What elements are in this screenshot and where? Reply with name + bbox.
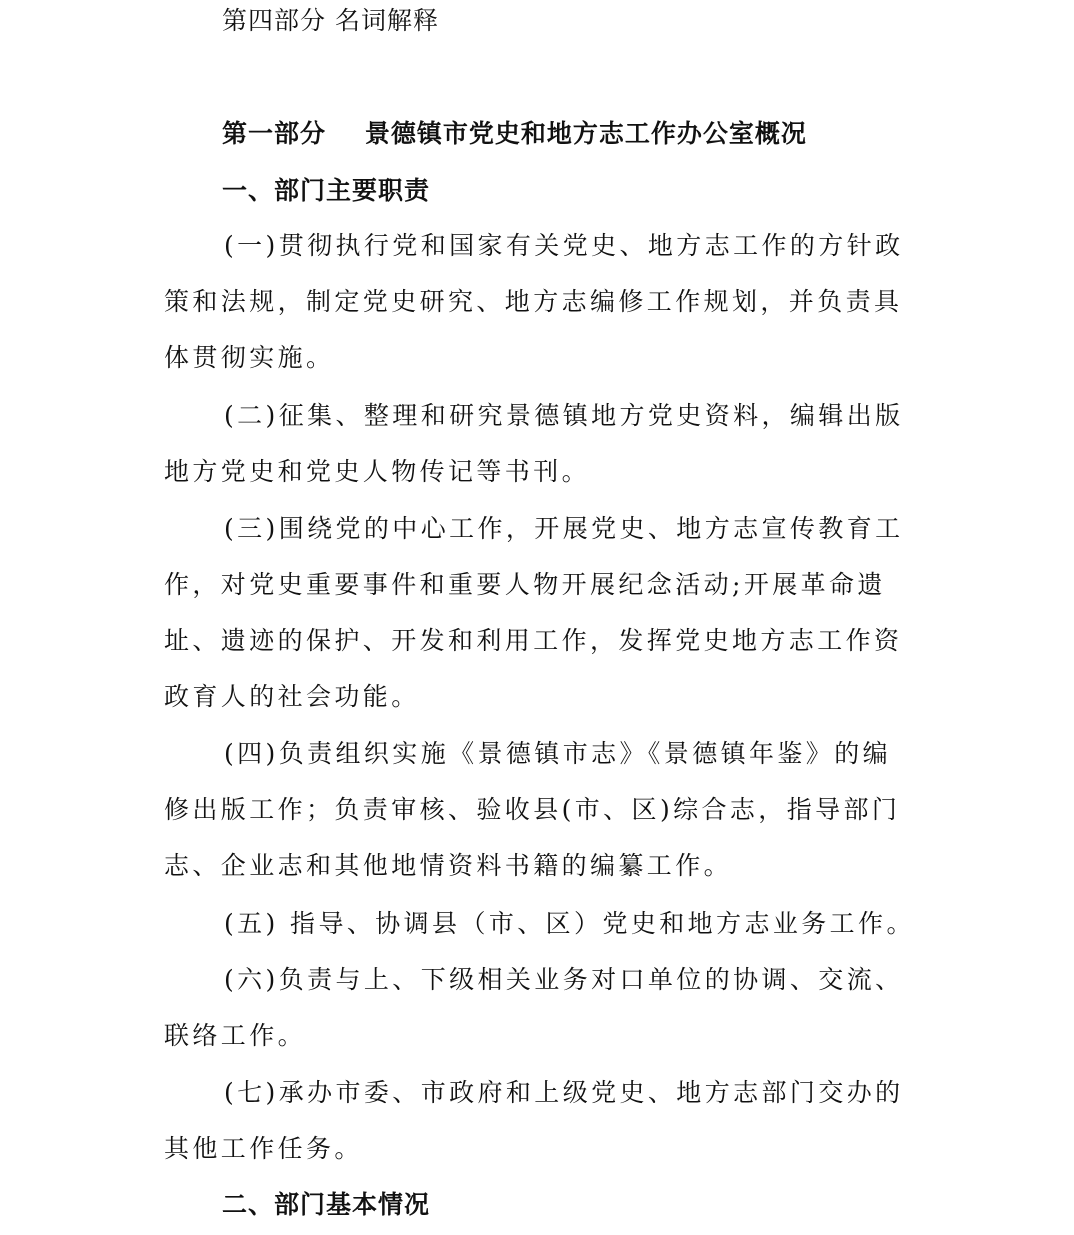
duty-6-line-2: 联络工作。 [164, 1021, 307, 1050]
section1-title: 一、部门主要职责 [222, 176, 431, 205]
duty-1-line-1: (一)贯彻执行党和国家有关党史、地方志工作的方针政 [224, 231, 904, 260]
duty-7-line-1: (七)承办市委、市政府和上级党史、地方志部门交办的 [224, 1078, 904, 1107]
section2-title: 二、部门基本情况 [222, 1190, 431, 1219]
duty-item-3 [164, 501, 914, 725]
duty-item-1 [164, 218, 914, 386]
duty-5-line-1: (五) 指导、协调县（市、区）党史和地方志业务工作。 [224, 909, 915, 938]
duty-item-5 [164, 896, 914, 952]
duty-7-line-2: 其他工作任务。 [164, 1134, 363, 1163]
duty-4-line-2: 修出版工作；负责审核、验收县(市、区)综合志，指导部门 [164, 795, 901, 824]
duty-item-4 [164, 726, 914, 894]
duty-item-6 [164, 952, 914, 1064]
duty-3-line-4: 政育人的社会功能。 [164, 682, 420, 711]
duty-1-line-3: 体贯彻实施。 [164, 343, 335, 372]
duty-4-line-1: (四)负责组织实施《景德镇市志》《景德镇年鉴》的编 [224, 739, 892, 768]
duty-4-line-3: 志、企业志和其他地情资料书籍的编纂工作。 [164, 851, 733, 880]
part1-title: 第一部分 景德镇市党史和地方志工作办公室概况 [222, 119, 807, 148]
duty-3-line-1: (三)围绕党的中心工作，开展党史、地方志宣传教育工 [224, 514, 904, 543]
duty-item-7 [164, 1065, 914, 1177]
part4-title: 第四部分 名词解释 [222, 6, 439, 35]
duty-3-line-2: 作，对党史重要事件和重要人物开展纪念活动;开展革命遗 [164, 570, 886, 599]
duty-item-2 [164, 388, 914, 500]
duty-2-line-1: (二)征集、整理和研究景德镇地方党史资料，编辑出版 [224, 401, 904, 430]
duty-1-line-2: 策和法规，制定党史研究、地方志编修工作规划，并负责具 [164, 287, 903, 316]
duty-2-line-2: 地方党史和党史人物传记等书刊。 [164, 457, 591, 486]
duty-3-line-3: 址、遗迹的保护、开发和利用工作，发挥党史地方志工作资 [164, 626, 903, 655]
duty-6-line-1: (六)负责与上、下级相关业务对口单位的协调、交流、 [224, 965, 904, 994]
